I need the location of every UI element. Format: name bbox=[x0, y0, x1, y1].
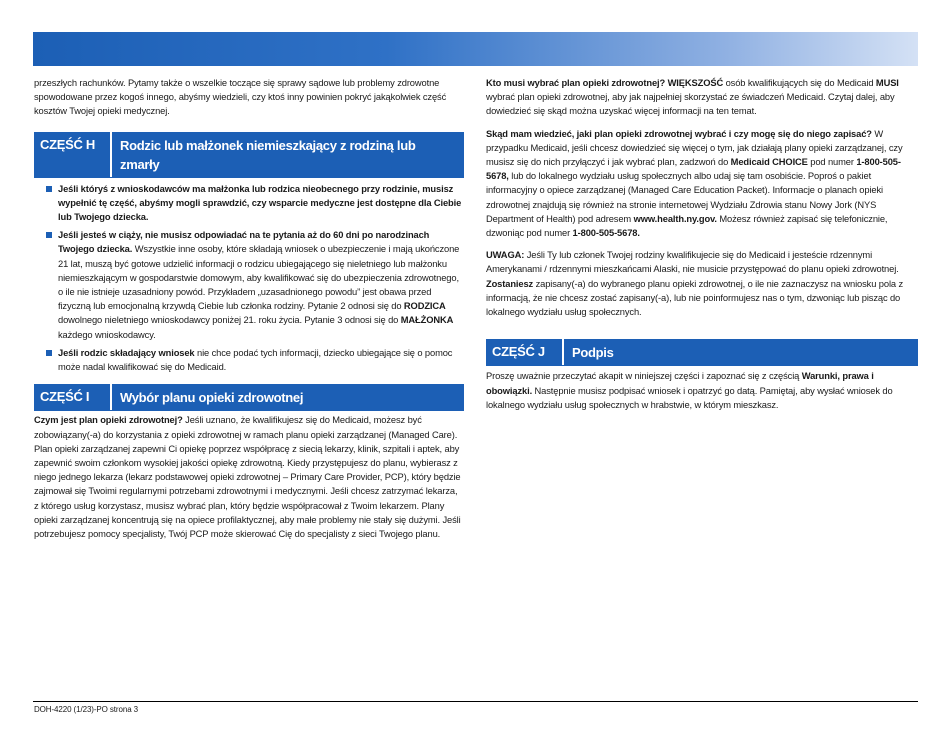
right-column bbox=[486, 76, 918, 412]
section-i-code: CZĘŚĆ I bbox=[34, 384, 110, 410]
section-h-code: CZĘŚĆ H bbox=[34, 132, 110, 177]
section-j-header bbox=[486, 339, 918, 366]
bullet-square-icon bbox=[46, 186, 52, 192]
intro-paragraph: przeszłych rachunków. Pytamy także o wszelkie toczące się sprawy sądowe lub problemy zdrowotne spowodowane przez kogoś innego, abyśmy wiedzieli, czy ktoś inny powinien pokryć jakąkolwiek część kosztów Twojej opieki medycznej. bbox=[34, 78, 447, 117]
footer-divider bbox=[33, 701, 918, 702]
list-item: Jeśli rodzic składający wniosek nie chce podać tych informacji, dziecko ubiegające się o pomoc może nadal kwalifikować się do Medicaid. bbox=[34, 346, 464, 374]
section-j-title: Podpis bbox=[564, 339, 918, 365]
section-i-title: Wybór planu opieki zdrowotnej bbox=[112, 384, 464, 410]
section-h-header bbox=[34, 132, 464, 178]
header-banner bbox=[33, 32, 918, 66]
section-h-bullets bbox=[34, 182, 464, 375]
bullet-square-icon bbox=[46, 232, 52, 238]
list-item: Jeśli jesteś w ciąży, nie musisz odpowiadać na te pytania aż do 60 dni po narodzinach Twojego dziecka. Wszystkie inne osoby, które składają wniosek o ubezpieczenie i mają ukończone 21 lat, muszą być gotowe udzielić informacji o rodzicu ubiegającego się nieletniego lub małżonku niemieszkającym w gospodarstwie domowym, aby kwalifikować się do ubezpieczenia zdrowotnego, o ile nie istnieje uzasadniony powód. Przykładem „uzasadnionego powodu” jest obawa przed fizyczną lub emocjonalną krzywdą Ciebie lub członka rodziny. Pytanie 2 odnosi się do RODZICA dowolnego nieletniego wnioskodawcy poniżej 21. roku życia. Pytanie 3 odnosi się do MAŁŻONKA każdego wnioskodawcy. bbox=[34, 228, 464, 342]
list-item: Jeśli któryś z wnioskodawców ma małżonka lub rodzica nieobecnego przy rodzinie, musisz wypełnić tę część, abyśmy mogli sprawdzić, czy wsparcie medyczne jest dostępne dla Ciebie lub Twojego dziecka. bbox=[34, 182, 464, 225]
who-must-choose-paragraph: Kto musi wybrać plan opieki zdrowotnej? WIĘKSZOŚĆ osób kwalifikujących się do Medicaid MUSI wybrać plan opieki zdrowotnej, aby jak najpełniej skorzystać ze świadczeń Medicaid. Czytaj dalej, aby dowiedzieć się skąd można uzyskać więcej informacji na ten temat. bbox=[486, 78, 899, 117]
note-paragraph: UWAGA: Jeśli Ty lub członek Twojej rodziny kwalifikujecie się do Medicaid i jesteście rdzennymi Amerykanami / rdzennymi mieszkańcami Alaski, nie musicie przystępować do planu opieki zdrowotnej. Zostaniesz zapisany(-a) do wybranego planu opieki zdrowotnej, o ile nie zaznaczysz na wniosku pola z informacją, że nie chcesz zostać zapisany(-a), lub nie poinformujesz nas o tym, dzwoniąc lub pisząc do lokalnego wydziału usług społecznych. bbox=[486, 250, 904, 318]
bullet-square-icon bbox=[46, 350, 52, 356]
section-h-title: Rodzic lub małżonek niemieszkający z rodziną lub zmarły bbox=[112, 132, 464, 177]
section-i-paragraph: Czym jest plan opieki zdrowotnej? Jeśli uznano, że kwalifikujesz się do Medicaid, możesz być zobowiązany(-a) do korzystania z opieki zdrowotnej w ramach planu opieki zarządzanej (Managed Care). Plan opieki zarządzanej zapewni Ci opiekę poprzez współpracę z siecią lekarzy, klinik, szpitali i aptek, aby zapewnić swoim członkom wysokiej jakości opiekę zdrowotną. Kiedy przystępujesz do planu, wybierasz z niego jednego lekarza (lekarz podstawowej opieki zdrowotnej – Primary Care Provider, PCP), który będzie zajmował się Twoimi regularnymi potrzebami zdrowotnymi i medycznymi. Jeśli chcesz zatrzymać lekarza, z którego usług korzystasz, musisz wybrać plan, który będzie współpracował z Twoim lekarzem. Plany opieki zarządzanej koncentrują się na opiece profilaktycznej, aby małe problemy nie stały się dużymi. Jeśli potrzebujesz pomocy specjalisty, Twój PCP może skierować Cię do specjalisty z sieci Twojego planu. bbox=[34, 415, 461, 540]
section-i-header bbox=[34, 384, 464, 411]
section-j-paragraph: Proszę uważnie przeczytać akapit w niniejszej części i zapoznać się z częścią Warunki, prawa i obowiązki. Następnie musisz podpisać wniosek i opatrzyć go datą. Pamiętaj, aby wysłać wniosek do lokalnego wydziału usług społecznych w hrabstwie, w którym mieszkasz. bbox=[486, 371, 893, 410]
left-column bbox=[34, 76, 464, 541]
footer-form-number: DOH-4220 (1/23)-PO strona 3 bbox=[34, 705, 139, 714]
section-j-code: CZĘŚĆ J bbox=[486, 339, 562, 365]
how-to-choose-paragraph: Skąd mam wiedzieć, jaki plan opieki zdrowotnej wybrać i czy mogę się do niego zapisać? W przypadku Medicaid, jeśli chcesz dowiedzieć się więcej o tym, jak działają plany opieki zarządzanej, czy musisz się do nich przyłączyć i jak wybrać plan, zadzwoń do Medicaid CHOICE pod numer 1-800-505-5678, lub do lokalnego wydziału usług społecznych albo udaj się tam osobiście. Poproś o pakiet informacyjny o opiece zarządzanej (Managed Care Education Packet). Informacje o planach opieki zdrowotnej znajdują się również na stronie internetowej Wydziału Zdrowia stanu Nowy Jork (NYS Department of Health) pod adresem www.health.ny.gov. Możesz również zapisać się telefonicznie, dzwoniąc pod numer 1-800-505-5678. bbox=[486, 128, 903, 239]
